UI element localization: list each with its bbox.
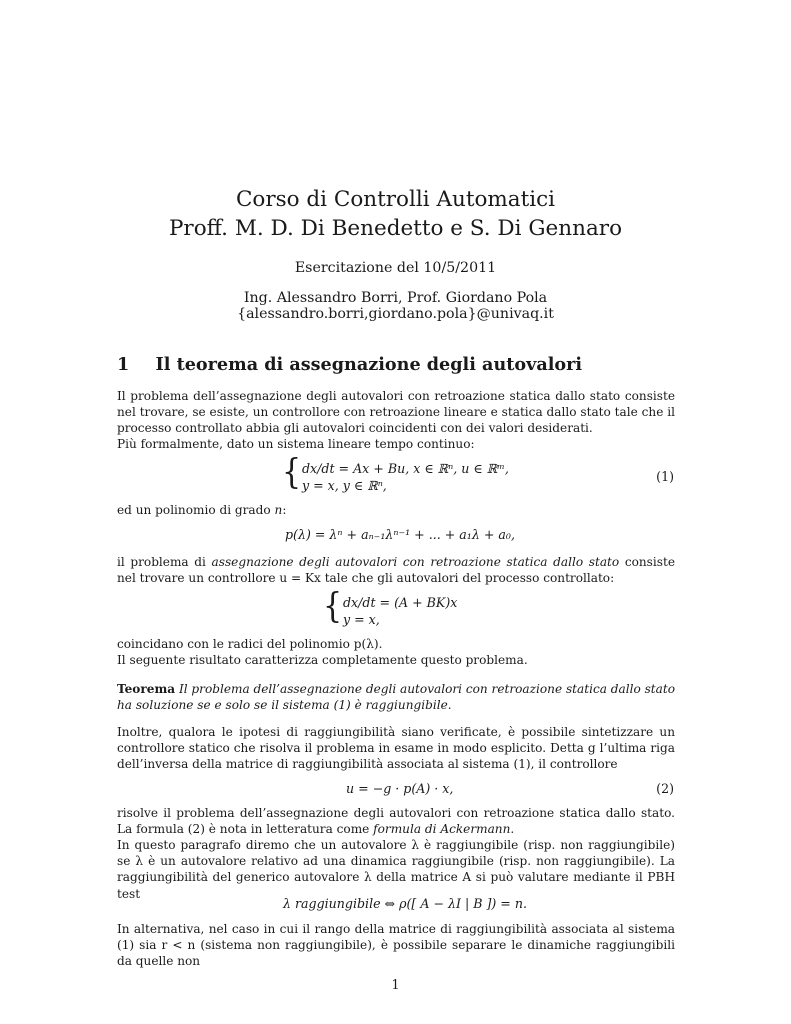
section-title: Il teorema di assegnazione degli autovalori (155, 354, 583, 375)
section-number: 1 (117, 354, 130, 375)
equation-1-line-2: y = x, y ∈ ℝⁿ, (302, 478, 387, 493)
page-number: 1 (391, 977, 400, 992)
author-emails: {alessandro.borri,giordano.pola}@univaq.it (237, 306, 554, 322)
paragraph-ackermann-formula (117, 805, 675, 837)
paragraph-roots: coincidano con le radici del polinomio p(λ). (117, 637, 383, 651)
left-brace-2: { (323, 586, 343, 627)
left-brace: { (282, 452, 302, 493)
equation-2-line-2: y = x, (343, 612, 380, 627)
title-line-2: Proff. M. D. Di Benedetto e S. Di Gennaro (168, 216, 623, 241)
theorem-text: Il problema dell’assegnazione degli autovalori con retroazione statica dallo stato ha soluzione se e solo se il sistema (1) è raggiungibile. (117, 682, 676, 713)
theorem-label: Teorema (117, 682, 176, 696)
theorem (117, 681, 675, 713)
title-line-1: Corso di Controlli Automatici (235, 187, 556, 212)
paragraph-formal: Più formalmente, dato un sistema lineare tempo continuo: (117, 437, 475, 451)
p8-emphasis: formula di Ackermann (373, 822, 511, 837)
paragraph-intro: Il problema dell’assegnazione degli autovalori con retroazione statica dallo stato consiste nel trovare, se esiste, un controllore con retroazione lineare e statica dallo stato tale che il processo controllato abbia gli autovalori coincidenti con dei valori desiderati. (117, 389, 675, 436)
p3-pre: ed un polinomio di grado (117, 503, 275, 517)
paragraph-polynomial (117, 502, 675, 518)
equation-pbh-test: λ raggiungibile ⇔ ρ([ A − λI | B ]) = n. (283, 896, 527, 911)
paragraph-alternative: In alternativa, nel caso in cui il rango della matrice di raggiungibilità associata al sistema (1) sia r < n (sistema non raggiungibile), è possibile separare le dinamiche raggiungibili da quelle non (117, 922, 675, 969)
p4-emphasis: assegnazione degli autovalori con retroazione statica dallo stato (211, 555, 620, 569)
p8-post: . (510, 822, 515, 837)
paragraph-problem (117, 554, 675, 586)
paragraph-ackermann-intro: Inoltre, qualora le ipotesi di raggiungibilità siano verificate, è possibile sintetizzare un controllore statico che risolva il problema in esame in modo esplicito. Detta g l’ultima riga dell’inversa della matrice di raggiungibilità associata al sistema (1), il controllore (117, 725, 675, 772)
paragraph-reachable-eigenvalues: In questo paragrafo diremo che un autovalore λ è raggiungibile (risp. non raggiungibile) se λ è un autovalore relativo ad una dinamica raggiungibile (risp. non raggiungibile). La raggiungibilità del generico autovalore λ della matrice A si può valutare mediante il PBH test (117, 838, 675, 901)
section-heading (117, 354, 582, 375)
equation-polynomial: p(λ) = λⁿ + aₙ₋₁λⁿ⁻¹ + ... + a₁λ + a₀, (285, 527, 515, 542)
p3-post: : (282, 503, 287, 517)
paragraph-result: Il seguente risultato caratterizza completamente questo problema. (117, 653, 528, 667)
equation-2-number: (2) (656, 781, 674, 796)
equation-1-number: (1) (656, 469, 674, 484)
authors: Ing. Alessandro Borri, Prof. Giordano Pola (243, 290, 548, 306)
p4-post: consiste nel trovare un controllore u = Kx tale che gli autovalori del processo controllato: (117, 555, 675, 586)
equation-1-line-1: dx/dt = Ax + Bu, x ∈ ℝⁿ, u ∈ ℝᵐ, (302, 461, 509, 476)
exercise-date: Esercitazione del 10/5/2011 (294, 260, 497, 276)
equation-2-line-1: dx/dt = (A + BK)x (343, 595, 458, 610)
p3-var: n (274, 503, 283, 517)
equation-ackermann: u = −g · p(A) · x, (346, 781, 454, 796)
p8-pre: risolve il problema dell’assegnazione degli autovalori con retroazione statica dallo stato. La formula (2) è nota in letteratura come (117, 806, 675, 837)
p4-pre: il problema di (117, 555, 212, 569)
